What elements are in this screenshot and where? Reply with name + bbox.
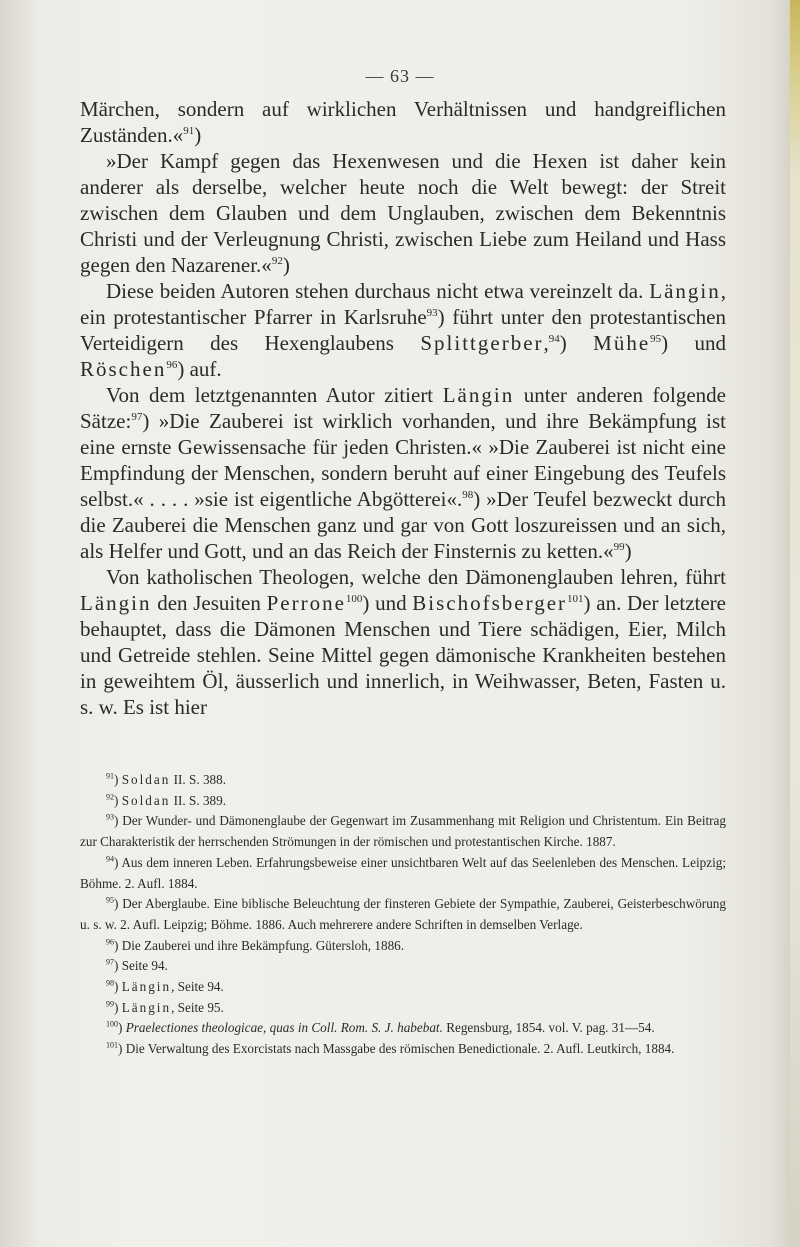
author-name: Längin <box>442 383 515 407</box>
footnote: $^{99}$) Längin, Seite 95. <box>106 999 224 1015</box>
paragraph-1: »Der Kampf gegen das Hexenwesen und die Hexen ist daher kein anderer als derselbe, welcher heute noch die Welt bewegt: der Streit zwischen dem Glauben und dem Unglauben, zwischen dem Bekenntnis Christi und der Verleugnung Christi, zwischen Liebe zum Heiland und Hass gegen den Nazarener.«$^{92}$) <box>80 149 726 277</box>
author-name: Längin <box>80 591 152 615</box>
footnote: $^{98}$) Längin, Seite 94. <box>106 978 224 995</box>
author-name: Röschen <box>80 357 167 381</box>
paragraph-0: Märchen, sondern auf wirklichen Verhältnissen und handgreiflichen Zuständen.«$^{91}$) <box>80 97 726 147</box>
paragraph-4: Von katholischen Theologen, welche den Dämonenglauben lehren, führt Längin den Jesuiten Perrone$^{100}$) und Bischofsberger$^{101}$) an. Der letztere behauptet, dass die Dämonen Menschen und Tiere schädigen, Eier, Milch und Getreide stehlen. Seine Mittel gegen dämonische Krankheiten bestehen in geweihtem Öl, äusserlich und innerlich, in Weihwasser, Beten, Fasten u. s. w. Es ist hier <box>80 565 726 719</box>
footnotes <box>80 770 726 1060</box>
footnote: $^{94}$) Aus dem inneren Leben. Erfahrungsbeweise einer unsichtbaren Welt auf das Seelenleben des Menschen. Leipzig; Böhme. 2. Aufl. 1884. <box>80 854 726 891</box>
author-name: Bischofsberger <box>412 591 568 615</box>
paragraph-2: Diese beiden Autoren stehen durchaus nicht etwa vereinzelt da. Längin, ein protestantischer Pfarrer in Karlsruhe$^{93}$) führt unter den protestantischen Verteidigern des Hexenglaubens Splittgerber,$^{94}$) Mühe$^{95}$) und Röschen$^{96}$) auf. <box>80 279 727 381</box>
page-number: — 63 — <box>365 66 435 86</box>
paragraph-3: Von dem letztgenannten Autor zitiert Längin unter anderen folgende Sätze:$^{97}$) »Die Zauberei ist wirklich vorhanden, und ihre Bekämpfung ist eine ernste Gewissensache für jeden Christen.« »Die Zauberei ist nicht eine Empfindung der Menschen, sondern beruht auf einer Eingebung des Teufels selbst.« . . . . »sie ist eigentliche Abgötterei«.$^{98}$) »Der Teufel bezweckt durch die Zauberei die Menschen ganz und gar von Gott loszureissen und an sich, als Helfer und Gott, und an das Reich der Finsternis zu ketten.«$^{99}$) <box>80 383 726 563</box>
footnote: $^{92}$) Soldan II. S. 389. <box>106 792 227 808</box>
author-name: Perrone <box>266 591 346 615</box>
footnote: $^{101}$) Die Verwaltung des Exorcistats nach Massgabe des römischen Benedictionale. 2. Aufl. Leutkirch, 1884. <box>106 1040 675 1057</box>
author-name: Längin <box>649 279 721 303</box>
main-text <box>80 96 726 720</box>
author-name: Splittgerber <box>420 331 544 355</box>
footnote: $^{97}$) Seite 94. <box>106 957 168 974</box>
author-name: Mühe <box>593 331 651 355</box>
footnote: $^{95}$) Der Aberglaube. Eine biblische Beleuchtung der finsteren Gebiete der Sympathie, Zauberei, Geisterbeschwörung u. s. w. 2. Aufl. Leipzig; Böhme. 1886. Auch mehrerere andere Schriften in demselben Verlage. <box>80 895 726 932</box>
footnote: $^{96}$) Die Zauberei und ihre Bekämpfung. Gütersloh, 1886. <box>106 937 405 953</box>
footnote: $^{93}$) Der Wunder- und Dämonenglaube der Gegenwart im Zusammenhang mit Religion und Christentum. Ein Beitrag zur Charakteristik der herrschenden Strömungen in der römischen und protestantischen Kirche. 1887. <box>80 813 726 850</box>
footnote: $^{91}$) Soldan II. S. 388. <box>106 771 227 787</box>
page-edge <box>790 0 800 1247</box>
footnote: $^{100}$) Praelectiones theologicae, quas in Coll. Rom. S. J. habebat. Regensburg, 1854. vol. V. pag. 31—54. <box>106 1020 655 1036</box>
